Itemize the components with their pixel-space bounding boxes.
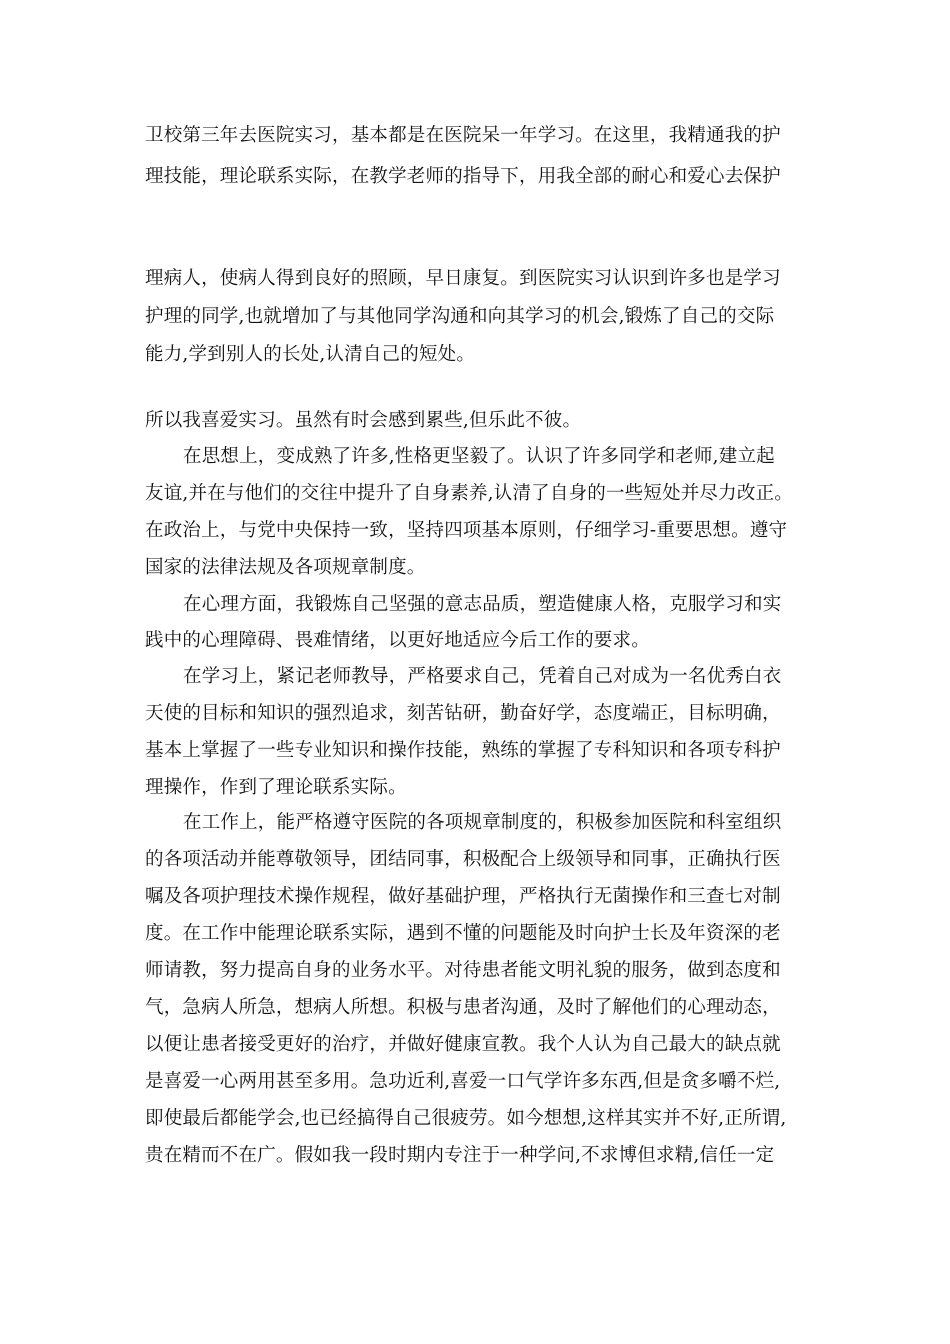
text-line: 气，急病人所急，想病人所想。积极与患者沟通，及时了解他们的心理动态， (145, 997, 781, 1018)
text-line: 在政治上，与党中央保持一致，坚持四项基本原则，仔细学习-重要思想。遵守 (145, 520, 788, 541)
text-line: 度。在工作中能理论联系实际，遇到不懂的问题能及时向护士长及年资深的老 (145, 923, 781, 944)
text-line: 即使最后都能学会,也已经搞得自己很疲劳。如今想想,这样其实并不好,正所谓, (145, 1108, 787, 1129)
text-line: 友谊,并在与他们的交往中提升了自身素养,认清了自身的一些短处并尽力改正。 (145, 483, 793, 504)
text-line: 的各项活动并能尊敬领导，团结同事，积极配合上级领导和同事，正确执行医 (145, 849, 781, 870)
text-line: 贵在精而不在广。假如我一段时期内专注于一种学问,不求博但求精,信任一定 (145, 1145, 775, 1166)
text-line: 理操作，作到了理论联系实际。 (145, 777, 407, 798)
text-line: 卫校第三年去医院实习，基本都是在医院呆一年学习。在这里，我精通我的护 (145, 125, 781, 146)
text-line: 所以我喜爱实习。虽然有时会感到累些,但乐此不彼。 (145, 410, 582, 431)
text-line: 践中的心理障碍、畏难情绪，以更好地适应今后工作的要求。 (145, 630, 650, 651)
paragraph-first-line: 在心理方面，我锻炼自己坚强的意志品质，塑造健康人格，克服学习和实 (183, 594, 782, 615)
text-line: 天使的目标和知识的强烈追求，刻苦钻研，勤奋好学，态度端正，目标明确， (145, 703, 781, 724)
text-line: 基本上掌握了一些专业知识和操作技能，熟练的掌握了专科知识和各项专科护 (145, 740, 781, 761)
text-line: 能力,学到别人的长处,认清自己的短处。 (145, 344, 476, 365)
text-line: 护理的同学,也就增加了与其他同学沟通和向其学习的机会,锻炼了自己的交际 (145, 306, 775, 327)
text-line: 国家的法律法规及各项规章制度。 (145, 557, 426, 578)
paragraph-first-line: 在学习上，紧记老师教导，严格要求自己，凭着自己对成为一名优秀白衣 (183, 666, 782, 687)
paragraph-first-line: 在思想上，变成熟了许多,性格更坚毅了。认识了许多同学和老师,建立起 (183, 446, 775, 467)
text-line: 嘱及各项护理技术操作规程，做好基础护理，严格执行无菌操作和三查七对制 (145, 886, 781, 907)
text-line: 师请教，努力提高自身的业务水平。对待患者能文明礼貌的服务，做到态度和 (145, 960, 781, 981)
text-line: 是喜爱一心两用甚至多用。急功近利,喜爱一口气学许多东西,但是贪多嚼不烂, (145, 1071, 781, 1092)
text-line: 以便让患者接受更好的治疗，并做好健康宣教。我个人认为自己最大的缺点就 (145, 1034, 781, 1055)
text-line: 理技能，理论联系实际，在教学老师的指导下，用我全部的耐心和爱心去保护 (145, 166, 781, 187)
paragraph-first-line: 在工作上，能严格遵守医院的各项规章制度的，积极参加医院和科室组织 (183, 812, 782, 833)
text-line: 理病人，使病人得到良好的照顾，早日康复。到医院实习认识到许多也是学习 (145, 268, 781, 289)
